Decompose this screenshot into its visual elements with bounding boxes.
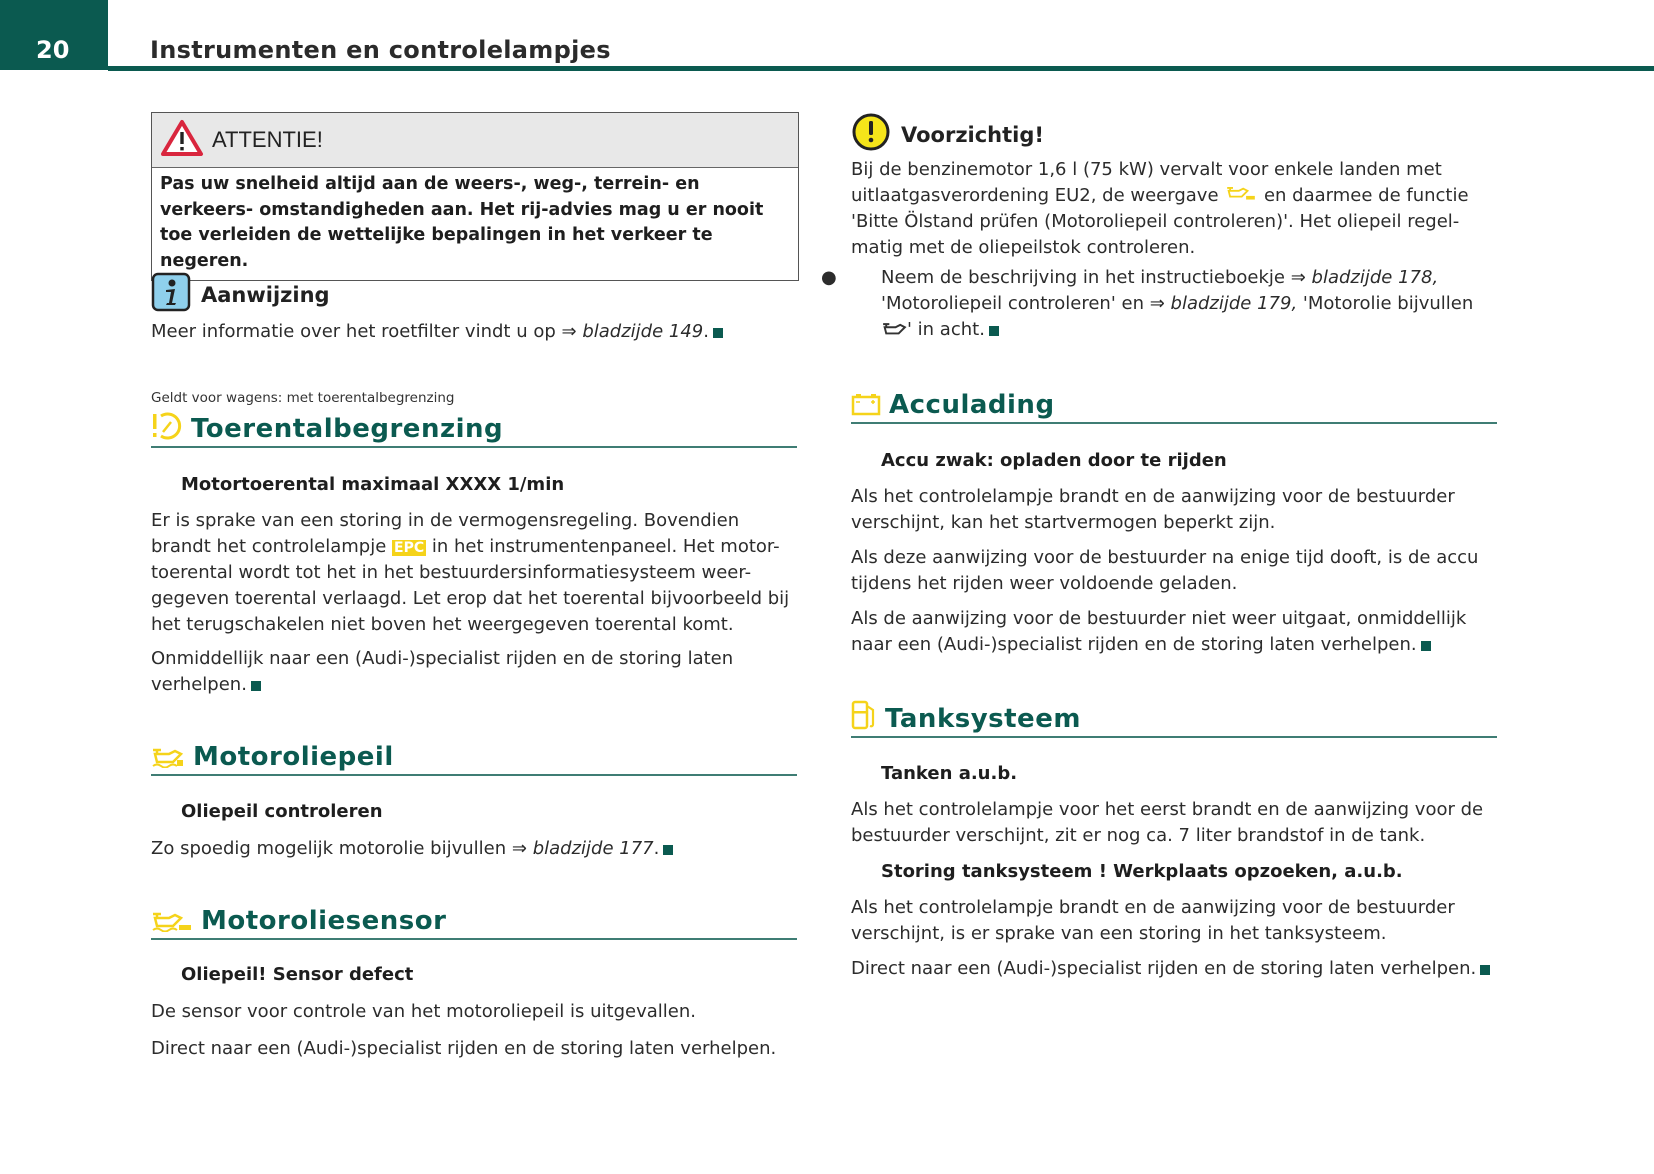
rpm-limit-icon (151, 412, 183, 444)
attention-header (152, 113, 798, 168)
end-mark (1421, 641, 1431, 651)
paragraph: Als de aanwijzing voor de bestuurder niet weer uitgaat, onmiddellijk naar een (Audi-)specialist rijden en de storing laten verhelpen. (851, 608, 1467, 655)
page-link[interactable]: bladzijde 177 (532, 838, 654, 859)
page-link[interactable]: bladzijde 179, (1170, 293, 1298, 314)
caution-bullet: ● Neem de beschrijving in het instructieboekje ⇒ bladzijde 178, 'Motoroliepeil controleren' en ⇒ bladzijde 179, 'Motorolie bijvullen ' in acht. (821, 267, 1474, 340)
attention-body: Pas uw snelheid altijd aan de weers-, weg-, terrein- en verkeers- omstandigheden aan. Het rij-advies mag u er nooit toe verleiden de wettelijke bepalingen in het verkeer te negeren. (160, 174, 764, 271)
page-link[interactable]: bladzijde 178, (1311, 267, 1439, 288)
subhead: Oliepeil controleren (181, 801, 383, 822)
paragraph: Als het controlelampje brandt en de aanwijzing voor de bestuurder verschijnt, is er sprake van een storing in het tanksysteem. (851, 897, 1455, 944)
bullet-icon: ● (821, 267, 837, 288)
battery-icon (851, 392, 881, 420)
oil-can-icon (151, 746, 185, 772)
section-acculading (851, 384, 1497, 424)
warning-triangle-icon (160, 119, 204, 161)
caution-circle-icon (851, 112, 891, 157)
page-number-tab (0, 0, 108, 70)
section-title: Acculading (889, 390, 1055, 420)
header-rule (108, 66, 1654, 71)
subhead: Motortoerental maximaal XXXX 1/min (181, 474, 565, 495)
end-mark (713, 328, 723, 338)
paragraph: Als het controlelampje brandt en de aanwijzing voor de bestuurder verschijnt, kan het startvermogen beperkt zijn. (851, 486, 1455, 533)
page-title: Instrumenten en controlelampjes (150, 36, 611, 64)
paragraph: Direct naar een (Audi-)specialist rijden en de storing laten verhelpen. (851, 956, 1497, 982)
subhead: Oliepeil! Sensor defect (181, 964, 414, 985)
epc-icon: EPC (394, 540, 425, 556)
caution-text: Bij de benzinemotor 1,6 l (75 kW) vervalt voor enkele landen met uitlaatgasverordening EU2, de weergave en daarmee de functie 'Bitte Ölstand prüfen (Motoroliepeil controleren)'. Het oliepeil regel- matig met de oliepeilstok controleren. (851, 159, 1469, 258)
page-number: 20 (36, 36, 70, 64)
section-toerentalbegrenzing (151, 408, 797, 448)
page-link[interactable]: bladzijde 149 (582, 321, 704, 342)
end-mark (251, 681, 261, 691)
oil-sensor-icon (1224, 185, 1258, 206)
paragraph: Als het controlelampje voor het eerst brandt en de aanwijzing voor de bestuurder verschijnt, zit er nog ca. 7 liter brandstof in de tank. (851, 799, 1484, 846)
note-title: Aanwijzing (201, 282, 330, 307)
section-title: Toerentalbegrenzing (191, 414, 504, 444)
section-title: Tanksysteem (885, 704, 1081, 734)
end-mark (989, 326, 999, 336)
note-text: Meer informatie over het roetfilter vindt u op ⇒ bladzijde 149. (151, 319, 797, 345)
oil-can-small-icon (881, 319, 907, 340)
subhead: Tanken a.u.b. (881, 763, 1018, 784)
caution-block (821, 112, 1497, 343)
end-mark (663, 845, 673, 855)
note-block (151, 272, 797, 345)
paragraph: Als deze aanwijzing voor de bestuurder na enige tijd dooft, is de accu tijdens het rijden weer voldoende geladen. (851, 547, 1479, 594)
attention-box (151, 112, 799, 281)
subhead: Accu zwak: opladen door te rijden (881, 450, 1227, 471)
paragraph: Onmiddellijk naar een (Audi-)specialist rijden en de storing laten verhelpen. (151, 648, 734, 695)
end-mark (1480, 965, 1490, 975)
info-icon (151, 272, 191, 317)
paragraph: De sensor voor controle van het motoroliepeil is uitgevallen. (151, 1001, 696, 1022)
caution-title: Voorzichtig! (901, 122, 1044, 147)
paragraph: Direct naar een (Audi-)specialist rijden en de storing laten verhelpen. (151, 1038, 777, 1059)
section-title: Motoroliesensor (201, 906, 447, 936)
section-tanksysteem (851, 696, 1497, 738)
section-motoroliesensor (151, 898, 797, 940)
applies-to-label: Geldt voor wagens: met toerentalbegrenzing (151, 390, 455, 406)
section-motoroliepeil (151, 736, 797, 776)
attention-title: ATTENTIE! (212, 127, 323, 152)
section-title: Motoroliepeil (193, 742, 394, 772)
oil-sensor-icon (151, 910, 193, 936)
paragraph: Zo spoedig mogelijk motorolie bijvullen ⇒ bladzijde 177. (151, 836, 797, 862)
subhead: Storing tanksysteem ! Werkplaats opzoeken, a.u.b. (881, 861, 1403, 882)
paragraph: Er is sprake van een storing in de vermogensregeling. Bovendien brandt het controlelampje EPC in het instrumentenpaneel. Het motor- toerental wordt tot het in het bestuurdersinformatiesysteem weer- gegeven toerental verlaagd. Let erop dat het toerental bijvoorbeeld bij het terugschakelen niet boven het weergegeven toerental komt. (151, 510, 790, 635)
fuel-pump-icon (851, 700, 877, 734)
